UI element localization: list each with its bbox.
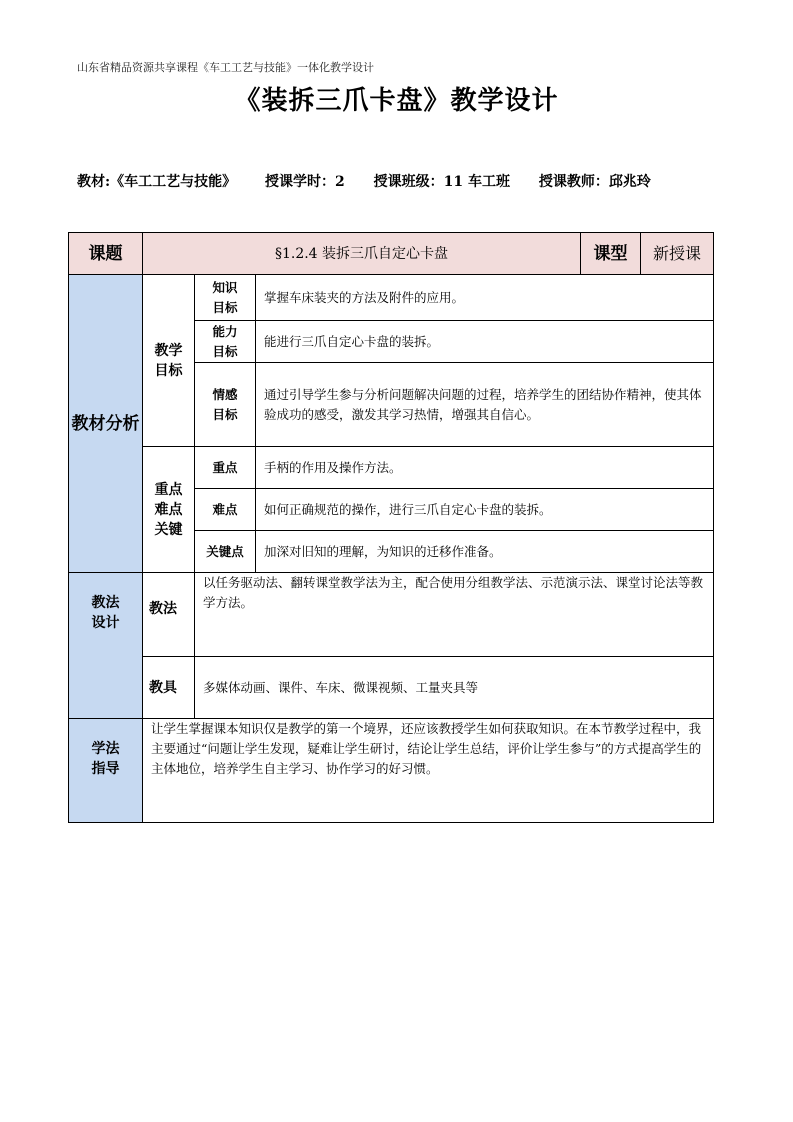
meta-class: 授课班级：11 车工班 (373, 174, 511, 190)
goal-label-knowledge: 知识目标 (195, 275, 256, 321)
topic-value: §1.2.4 装拆三爪自定心卡盘 (143, 233, 581, 275)
key-label-important: 重点 (195, 447, 256, 489)
course-meta (77, 171, 651, 191)
meta-hours: 授课学时：2 (265, 174, 345, 190)
key-text-difficult: 如何正确规范的操作，进行三爪自定心卡盘的装拆。 (256, 489, 714, 531)
goal-label-ability: 能力目标 (195, 321, 256, 363)
table-row (69, 657, 714, 719)
type-value: 新授课 (641, 233, 714, 275)
table-row (69, 573, 714, 657)
meta-teacher: 授课教师：邱兆玲 (538, 174, 651, 190)
goals-label: 教学目标 (143, 275, 195, 447)
method-label: 教法设计 (69, 573, 143, 719)
goal-text-emotion: 通过引导学生参与分析问题解决问题的过程，培养学生的团结协作精神，使其体验成功的感受，激发其学习热情，增强其自信心。 (256, 363, 714, 447)
study-text: 让学生掌握课本知识仅是教学的第一个境界，还应该教授学生如何获取知识。在本节教学过程中，我主要通过“问题让学生发现，疑难让学生研讨，结论让学生总结，评价让学生参与”的方式提高学生的主体地位，培养学生自主学习、协作学习的好习惯。 (143, 719, 714, 823)
method-row-label-tools: 教具 (143, 657, 195, 719)
key-label-difficult: 难点 (195, 489, 256, 531)
goal-text-ability: 能进行三爪自定心卡盘的装拆。 (256, 321, 714, 363)
table-row (69, 719, 714, 823)
key-label-critical: 关键点 (195, 531, 256, 573)
key-text-important: 手柄的作用及操作方法。 (256, 447, 714, 489)
study-label: 学法指导 (69, 719, 143, 823)
goal-label-emotion: 情感目标 (195, 363, 256, 447)
table-row (69, 275, 714, 321)
page-title: 《装拆三爪卡盘》教学设计 (234, 86, 559, 116)
method-row-label-approach: 教法 (143, 573, 195, 657)
method-row-text-tools: 多媒体动画、课件、车床、微课视频、工量夹具等 (195, 657, 714, 719)
key-text-critical: 加深对旧知的理解，为知识的迁移作准备。 (256, 531, 714, 573)
goal-text-knowledge: 掌握车床装夹的方法及附件的应用。 (256, 275, 714, 321)
lesson-design-table (68, 232, 714, 823)
meta-textbook: 教材:《车工工艺与技能》 (77, 174, 237, 190)
method-row-text-approach: 以任务驱动法、翻转课堂教学法为主，配合使用分组教学法、示范演示法、课堂讨论法等教学方法。 (195, 573, 714, 657)
analysis-label: 教材分析 (69, 275, 143, 573)
table-row (69, 447, 714, 489)
keys-label: 重点难点关键 (143, 447, 195, 573)
header-note: 山东省精品资源共享课程《车工工艺与技能》一体化教学设计 (77, 61, 374, 74)
type-label: 课型 (581, 233, 641, 275)
topic-row (69, 233, 714, 275)
topic-label: 课题 (69, 233, 143, 275)
